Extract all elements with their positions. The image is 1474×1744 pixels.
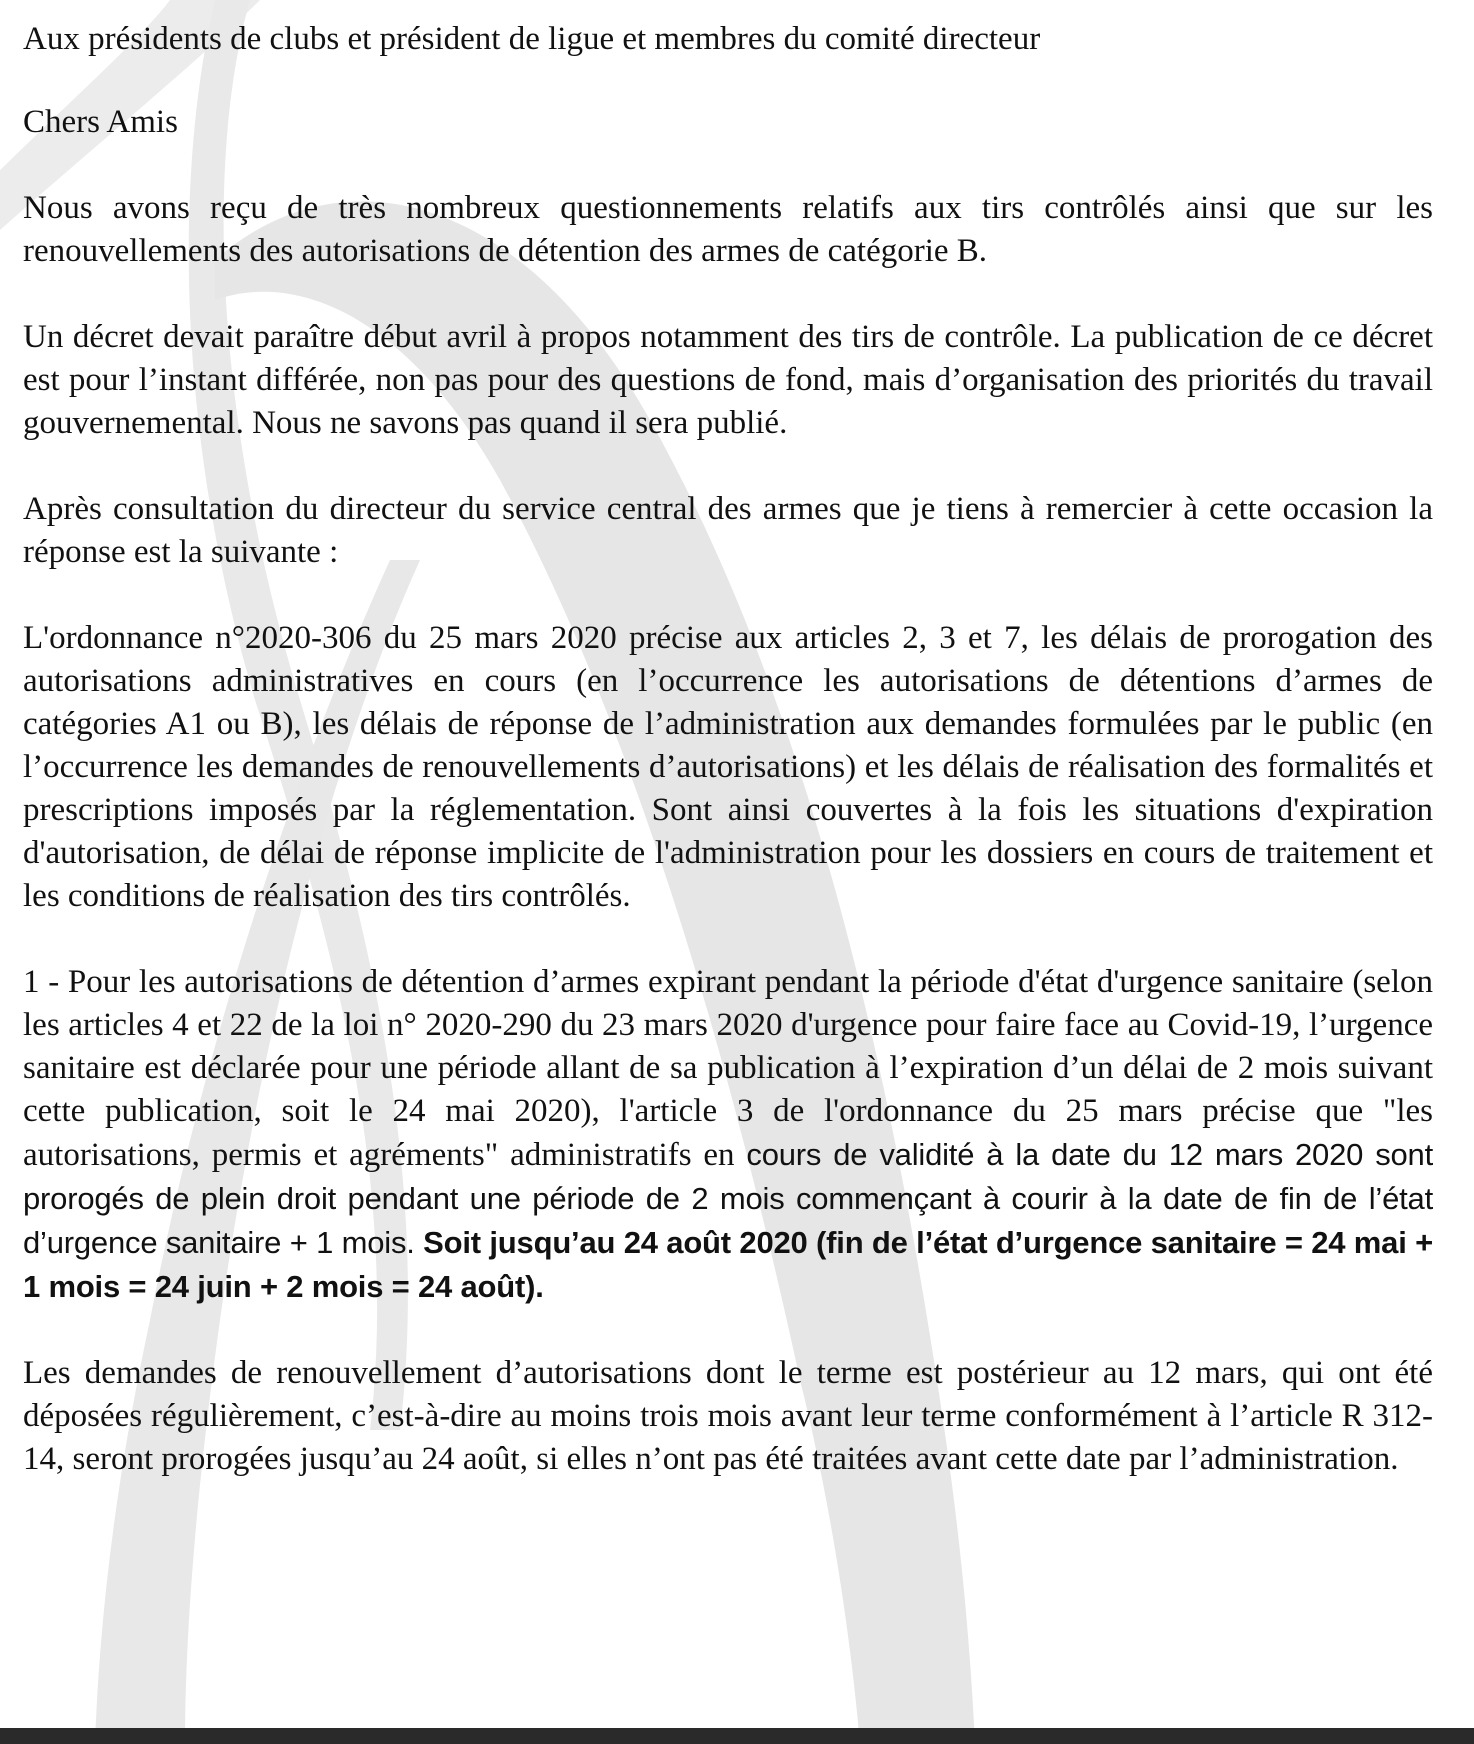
footer-bar bbox=[0, 1728, 1474, 1744]
paragraph-renewal-requests: Les demandes de renouvellement d’autorisations dont le terme est postérieur au 12 mars, qui ont été déposées régulièrement, c’est-à-dire au moins trois mois avant leur terme conformément à l’article R 312-14, seront prorogées jusqu’au 24 août, si elles n’ont pas été traitées avant cette date par l’administration. bbox=[23, 1355, 1433, 1477]
paragraph-expiring-authorisations bbox=[23, 961, 1433, 1309]
paragraph-consultation: Après consultation du directeur du service central des armes que je tiens à remercier à cette occasion la réponse est la suivante : bbox=[23, 491, 1433, 570]
paragraph-questions: Nous avons reçu de très nombreux questionnements relatifs aux tirs contrôlés ainsi que sur les renouvellements des autorisations de détention des armes de catégorie B. bbox=[23, 190, 1433, 269]
paragraph-ordinance: L'ordonnance n°2020-306 du 25 mars 2020 précise aux articles 2, 3 et 7, les délais de prorogation des autorisations administratives en cours (en l’occurrence les autorisations de détentions d’armes de catégories A1 ou B), les délais de réponse de l’administration aux demandes formulées par le public (en l’occurrence les demandes de renouvellements d’autorisations) et les délais de réalisation des formalités et prescriptions imposés par la réglementation. Sont ainsi couvertes à la fois les situations d'expiration d'autorisation, de délai de réponse implicite de l'administration pour les dossiers en cours de traitement et les conditions de réalisation des tirs contrôlés. bbox=[23, 620, 1433, 914]
salutation: Chers Amis bbox=[23, 104, 178, 140]
paragraph-expiring-bold-text: Soit jusqu’au 24 août 2020 (fin de l’état d’urgence sanitaire = 24 mai + 1 mois = 24 juin + 2 mois = 24 août). bbox=[23, 1225, 1433, 1304]
paragraph-decree: Un décret devait paraître début avril à propos notamment des tirs de contrôle. La publication de ce décret est pour l’instant différée, non pas pour des questions de fond, mais d’organisation des priorités du travail gouvernemental. Nous ne savons pas quand il sera publié. bbox=[23, 319, 1433, 441]
paragraph-expiring-serif-text: 1 - Pour les autorisations de détention d’armes expirant pendant la période d'état d'urgence sanitaire (selon les articles 4 et 22 de la loi n° 2020-290 du 23 mars 2020 d'urgence pour faire face au Covid-19, l’urgence sanitaire est déclarée pour une période allant de sa publication à l’expiration d’un délai de 2 mois suivant cette publication, soit le 24 mai 2020), l'article 3 de l'ordonnance du 25 mars précise que "les autorisations, permis et agréments" administratifs en bbox=[23, 964, 1433, 1173]
letter-body bbox=[23, 18, 1433, 1481]
recipients-line: Aux présidents de clubs et président de ligue et membres du comité directeur bbox=[23, 21, 1041, 57]
paragraph-expiring-sans-text: cours de validité à la date du 12 mars 2020 sont prorogés de plein droit pendant une période de 2 mois commençant à courir à la date de fin de l’état d’urgence sanitaire + 1 mois. bbox=[23, 1137, 1434, 1260]
